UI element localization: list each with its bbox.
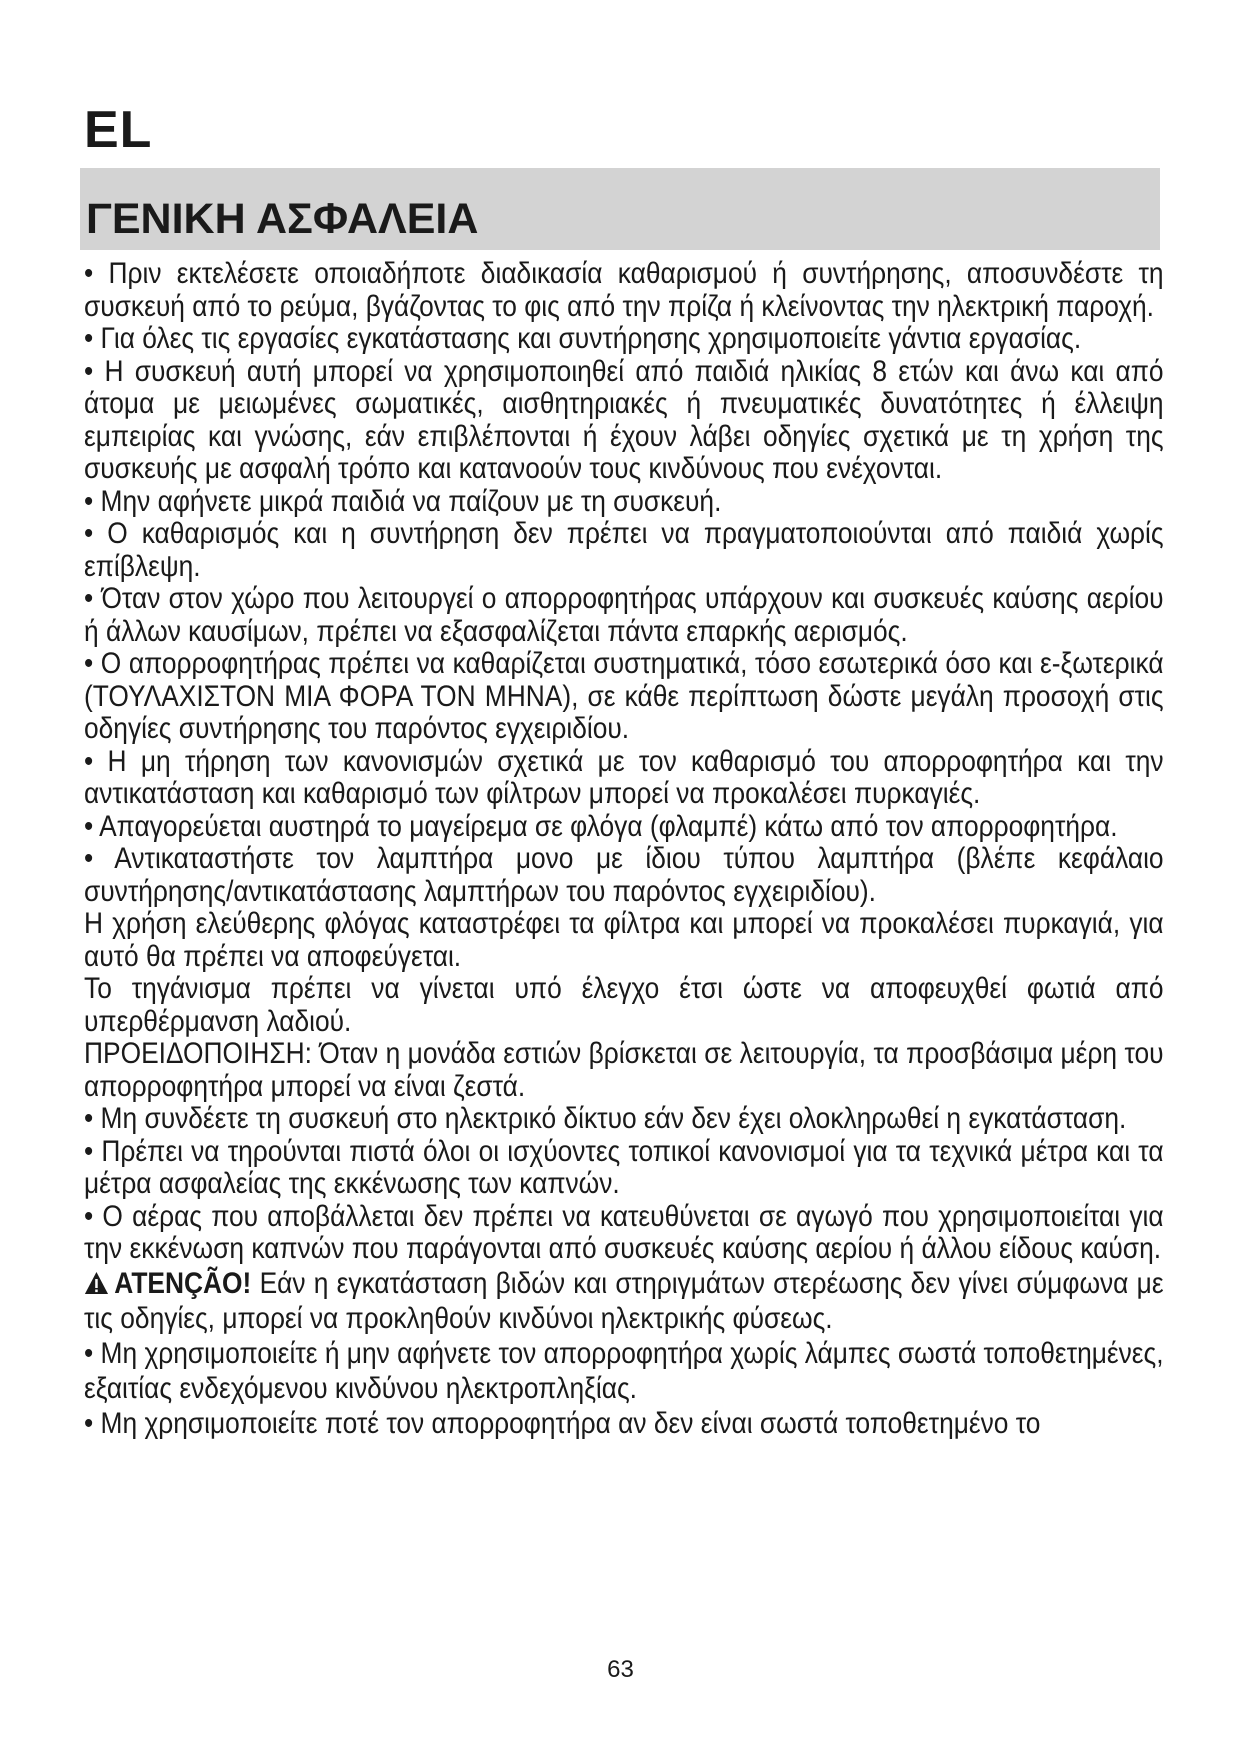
- warning-text: Εάν η εγκατάσταση βιδών και στηριγμάτων στερέωσης δεν γίνει σύμφωνα με τις οδηγίες, μπορεί να προκληθούν κινδύνοι ηλεκτρικής φύσεως.: [84, 1266, 1164, 1335]
- paragraph-11: Η χρήση ελεύθερης φλόγας καταστρέφει τα φίλτρα και μπορεί να προκαλέσει πυρκαγιά, για αυτό θα πρέπει να αποφεύγεται.: [84, 907, 1164, 973]
- paragraph-14: • Μη συνδέετε τη συσκευή στο ηλεκτρικό δίκτυο εάν δεν έχει ολοκληρωθεί η εγκατάσταση.: [84, 1102, 1127, 1135]
- paragraph-8: • Η μη τήρηση των κανονισμών σχετικά με τον καθαρισμό του απορροφητήρα και την αντικατάσταση και καθαρισμό των φίλτρων μπορεί να προκαλέσει πυρκαγιές.: [84, 744, 1164, 810]
- paragraph-15: • Πρέπει να τηρούνται πιστά όλοι οι ισχύοντες τοπικοί κανονισμοί για τα τεχνικά μέτρα και τα μέτρα ασφαλείας της εκκένωσης των καπνών.: [84, 1134, 1164, 1200]
- page-title: ΓΕΝΙΚΗ ΑΣΦΑΛΕΙΑ: [86, 195, 479, 243]
- paragraph-2: • Για όλες τις εργασίες εγκατάστασης και συντήρησης χρησιμοποιείτε γάντια εργασίας.: [84, 322, 1082, 355]
- warning-paragraph: [84, 1266, 1164, 1336]
- paragraph-6: • Όταν στον χώρο που λειτουργεί ο απορροφητήρας υπάρχουν και συσκευές καύσης αερίου ή άλλων καυσίμων, πρέπει να εξασφαλίζεται πάντα επαρκής αερισμός.: [84, 582, 1164, 648]
- page-number: 63: [607, 1656, 634, 1683]
- paragraph-16: • Ο αέρας που αποβάλλεται δεν πρέπει να κατευθύνεται σε αγωγό που χρησιμοποιείται για την εκκένωση καπνών που παράγονται από συσκευές καύσης αερίου ή άλλου είδους καύση.: [84, 1199, 1164, 1265]
- warning-label: ATENÇÃO!: [114, 1266, 252, 1300]
- paragraph-7: • Ο απορροφητήρας πρέπει να καθαρίζεται συστηματικά, τόσο εσωτερικά όσο και ε-ξωτερικά (ΤΟΥΛΑΧΙΣΤΟΝ ΜΙΑ ΦΟΡΑ ΤΟΝ ΜΗΝΑ), σε κάθε περίπτωση δώστε μεγάλη προσοχή στις οδηγίες συντήρησης του παρόντος εγχειριδίου.: [84, 647, 1164, 745]
- paragraph-1: • Πριν εκτελέσετε οποιαδήποτε διαδικασία καθαρισμού ή συντήρησης, αποσυνδέστε τη συσκευή από το ρεύμα, βγάζοντας το φις από την πρίζα ή κλείνοντας την ηλεκτρική παροχή.: [84, 257, 1164, 323]
- paragraph-17: • Μη χρησιμοποιείτε ή μην αφήνετε τον απορροφητήρα χωρίς λάμπες σωστά τοποθετημένες, εξαιτίας ενδεχόμενου κινδύνου ηλεκτροπληξίας.: [84, 1336, 1164, 1405]
- paragraph-18: • Μη χρησιμοποιείτε ποτέ τον απορροφητήρα αν δεν είναι σωστά τοποθετημένο το: [84, 1406, 1041, 1440]
- warning-triangle-icon: [84, 1271, 109, 1295]
- paragraph-3: • Η συσκευή αυτή μπορεί να χρησιμοποιηθεί από παιδιά ηλικίας 8 ετών και άνω και από άτομα με μειωμένες σωματικές, αισθητηριακές ή πνευματικές δυνατότητες ή έλλειψη εμπειρίας και γνώσης, εάν επιβλέπονται ή έχουν λάβει οδηγίες σχετικά με τη χρήση της συσκευής με ασφαλή τρόπο και κατανοούν τους κινδύνους που ενέχονται.: [84, 354, 1164, 485]
- safety-content: [84, 258, 1164, 1441]
- paragraph-9: • Απαγορεύεται αυστηρά το μαγείρεμα σε φλόγα (φλαμπέ) κάτω από τον απορροφητήρα.: [84, 809, 1118, 843]
- paragraph-10: • Αντικαταστήστε τον λαμπτήρα μονο με ίδιου τύπου λαμπτήρα (βλέπε κεφάλαιο συντήρησης/αντικατάστασης λαμπτήρων του παρόντος εγχειριδίου).: [84, 842, 1164, 908]
- language-code: EL: [84, 101, 153, 159]
- paragraph-4: • Μην αφήνετε μικρά παιδιά να παίζουν με τη συσκευή.: [84, 484, 722, 518]
- paragraph-12: Το τηγάνισμα πρέπει να γίνεται υπό έλεγχο έτσι ώστε να αποφευχθεί φωτιά από υπερθέρμανση λαδιού.: [84, 972, 1164, 1038]
- paragraph-5: • Ο καθαρισμός και η συντήρηση δεν πρέπει να πραγματοποιούνται από παιδιά χωρίς επίβλεψη.: [84, 517, 1164, 583]
- paragraph-13: ΠΡΟΕΙΔΟΠΟΙΗΣΗ: Όταν η μονάδα εστιών βρίσκεται σε λειτουργία, τα προσβάσιμα μέρη του απορροφητήρα μπορεί να είναι ζεστά.: [84, 1037, 1164, 1103]
